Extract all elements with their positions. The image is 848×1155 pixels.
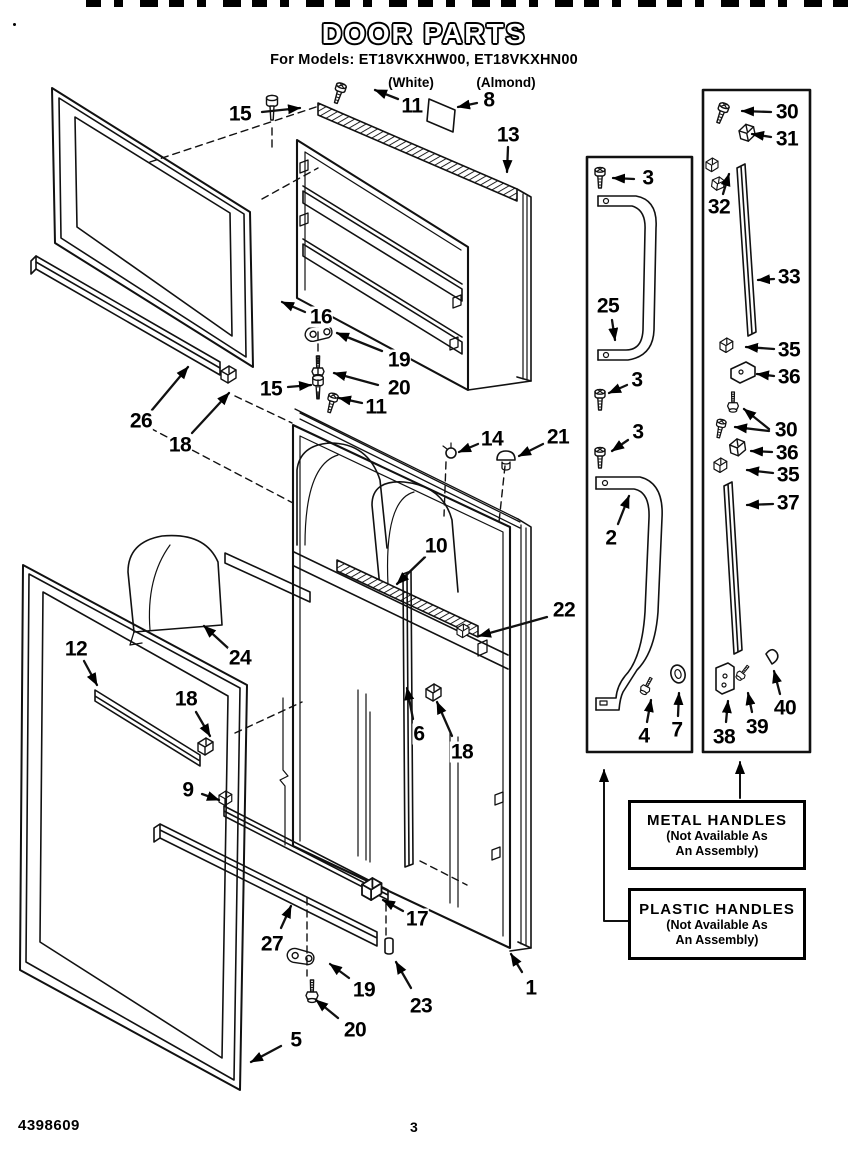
grommet-14 <box>443 443 456 458</box>
metal-handles-note-box <box>628 800 806 870</box>
leader-arrow-15 <box>288 385 311 387</box>
leader-arrow-27 <box>281 906 291 928</box>
callout-25-29: 25 <box>596 294 620 318</box>
leader-arrow-30 <box>744 409 769 429</box>
door-trim-6 <box>403 571 413 867</box>
callout-32-37: 32 <box>707 195 731 219</box>
models-line: For Models: ET18VKXHW00, ET18VKXHN00 <box>270 52 578 68</box>
leader-arrow-20 <box>334 373 378 385</box>
leader-arrow-5 <box>251 1046 281 1062</box>
callout-11-10: 11 <box>365 395 387 419</box>
leader-arrow-14 <box>459 444 478 452</box>
callout-18-8: 18 <box>168 433 192 457</box>
callout-13-3: 13 <box>496 123 520 147</box>
callout-24-15: 24 <box>228 646 252 670</box>
handle-2 <box>596 477 662 710</box>
leader-arrow-3 <box>609 385 627 393</box>
leader-arrow-31 <box>752 134 771 137</box>
hinge-cam-19 <box>286 947 315 966</box>
plastic-handles-title: PLASTIC HANDLES <box>639 901 795 919</box>
callout-8-2: 8 <box>483 88 495 112</box>
leader-arrow-3 <box>613 178 634 179</box>
leader-arrow-26 <box>152 367 188 410</box>
callout-36-40: 36 <box>777 365 801 389</box>
callout-19-5: 19 <box>387 348 411 372</box>
leader-arrow-3 <box>612 440 628 451</box>
leader-arrow-19 <box>330 964 349 978</box>
leader-arrow-24 <box>204 626 228 648</box>
screw-11 <box>331 82 347 105</box>
washer-40 <box>766 650 778 664</box>
callout-22-14: 22 <box>552 598 576 622</box>
leader-arrow-36 <box>757 374 774 376</box>
freezer-door-gasket <box>52 88 253 367</box>
plastic-handles-note-1: (Not Available As <box>666 918 768 933</box>
leader-arrow-21 <box>519 444 543 456</box>
finish-white-label: (White) <box>388 75 434 90</box>
clip-32 <box>711 176 725 191</box>
callout-3-31: 3 <box>632 420 644 444</box>
trim-end-cap-18 <box>221 366 236 383</box>
clip-32 <box>706 158 718 172</box>
callout-40-47: 40 <box>773 696 797 720</box>
metal-handles-note-2: An Assembly) <box>675 843 759 858</box>
leader-arrow-18 <box>192 393 229 433</box>
page-title: DOOR PARTS <box>321 18 527 49</box>
clip-9 <box>219 791 232 805</box>
callout-20-6: 20 <box>387 376 411 400</box>
leader-arrow-16 <box>282 302 305 312</box>
metal-handles-note-1: (Not Available As <box>666 829 768 844</box>
leader-arrow-20 <box>316 1000 338 1018</box>
callout-30-35: 30 <box>775 100 799 124</box>
callout-39-46: 39 <box>745 715 769 739</box>
leader-arrow-1 <box>511 954 522 972</box>
callout-9-18: 9 <box>182 778 194 802</box>
fresh-door-gasket <box>20 565 247 1090</box>
plastic-handles-panel <box>587 157 692 752</box>
leader-arrow-2 <box>618 496 629 524</box>
callout-5-26: 5 <box>290 1028 302 1052</box>
callout-30-41: 30 <box>774 418 798 442</box>
callout-7-34: 7 <box>671 718 683 742</box>
callout-3-30: 3 <box>631 368 643 392</box>
document-number: 4398609 <box>18 1117 80 1134</box>
callout-23-25: 23 <box>409 994 433 1018</box>
clip-35 <box>720 338 733 352</box>
leader-arrow-13 <box>507 147 508 172</box>
leader-arrow-4 <box>647 700 651 722</box>
plug-button-21 <box>497 451 515 470</box>
hinge-pin-15 <box>267 95 278 120</box>
leader-arrow-30 <box>742 111 771 112</box>
leader-arrow-38 <box>726 701 728 722</box>
bracket-38 <box>716 663 734 694</box>
callout-6-19: 6 <box>413 722 425 746</box>
callout-2-32: 2 <box>605 526 617 550</box>
leader-arrow-35 <box>746 347 774 349</box>
leader-arrow-23 <box>396 962 411 988</box>
leader-arrow-22 <box>479 617 547 636</box>
shelf-rail <box>225 553 310 602</box>
trim-end-cap-18 <box>426 684 441 701</box>
leader-arrow-36 <box>751 451 772 452</box>
callout-26-7: 26 <box>129 409 153 433</box>
screw-3 <box>595 167 605 188</box>
plastic-handles-note-2: An Assembly) <box>675 932 759 947</box>
callout-18-17: 18 <box>174 687 198 711</box>
leader-arrow-18 <box>196 712 210 736</box>
handle-25 <box>598 196 656 360</box>
leader-arrow-25 <box>612 320 615 340</box>
bolt-4 <box>638 676 655 696</box>
leader-arrow-7 <box>678 693 679 716</box>
grommet-7 <box>669 663 687 684</box>
leader-arrow-11 <box>339 398 362 403</box>
callout-14-11: 14 <box>480 427 504 451</box>
fresh-food-door-panel <box>280 409 531 951</box>
trim-end-cap-18 <box>198 738 213 755</box>
callout-27-22: 27 <box>260 932 284 956</box>
callout-15-9: 15 <box>259 377 283 401</box>
callout-35-39: 35 <box>777 338 801 362</box>
callout-18-20: 18 <box>450 740 474 764</box>
peg-23 <box>385 938 393 954</box>
leader-arrow-15 <box>262 108 300 112</box>
leader-arrow-19 <box>337 333 382 351</box>
leader-arrow-18 <box>437 702 452 736</box>
callout-31-36: 31 <box>775 127 799 151</box>
leader-arrow-12 <box>84 661 97 685</box>
callout-1-27: 1 <box>525 976 537 1000</box>
callout-20-24: 20 <box>343 1018 367 1042</box>
screw-3 <box>595 389 605 410</box>
leader-arrow-33 <box>758 279 774 280</box>
handle-trim-37 <box>724 482 742 654</box>
callout-10-13: 10 <box>424 534 448 558</box>
leader-arrow-35 <box>747 470 773 473</box>
callout-17-21: 17 <box>405 907 429 931</box>
callout-33-38: 33 <box>777 265 801 289</box>
callout-38-45: 38 <box>712 725 736 749</box>
screw-30 <box>714 419 727 439</box>
trim-end-cap-17 <box>362 878 382 900</box>
plastic-handles-pointer <box>604 770 628 921</box>
door-name-plate-8 <box>427 99 455 132</box>
bolt-30 <box>728 392 739 412</box>
clip-35 <box>714 458 727 472</box>
metal-handles-title: METAL HANDLES <box>647 812 787 830</box>
callout-4-33: 4 <box>638 724 650 748</box>
handle-trim-33 <box>737 164 756 336</box>
callout-15-0: 15 <box>228 102 252 126</box>
callout-36-42: 36 <box>775 441 799 465</box>
callout-12-16: 12 <box>64 637 88 661</box>
end-cap-31 <box>738 123 756 143</box>
bracket-36 <box>731 362 755 383</box>
end-cap-36 <box>729 438 746 457</box>
callout-19-23: 19 <box>352 978 376 1002</box>
bottom-trim-27 <box>154 824 377 946</box>
screw-11 <box>324 392 338 413</box>
finish-almond-label: (Almond) <box>476 75 536 90</box>
callout-37-44: 37 <box>776 491 800 515</box>
callout-11-1: 11 <box>401 94 423 118</box>
callout-35-43: 35 <box>776 463 800 487</box>
leader-arrow-40 <box>774 671 780 694</box>
leader-arrow-11 <box>375 90 398 99</box>
page-number: 3 <box>410 1119 418 1135</box>
callout-16-4: 16 <box>309 305 333 329</box>
leader-arrow-39 <box>748 693 752 712</box>
callout-3-28: 3 <box>642 166 654 190</box>
screw-3 <box>595 447 605 468</box>
leader-arrow-8 <box>458 103 477 107</box>
leader-arrow-30 <box>735 427 769 431</box>
callout-21-12: 21 <box>546 425 570 449</box>
leader-arrow-9 <box>202 794 219 800</box>
plastic-handles-note-box <box>628 888 806 960</box>
freezer-trim-strip <box>31 256 220 375</box>
screw-30 <box>713 102 729 125</box>
screw-39 <box>734 663 751 682</box>
leader-arrow-37 <box>747 504 773 505</box>
